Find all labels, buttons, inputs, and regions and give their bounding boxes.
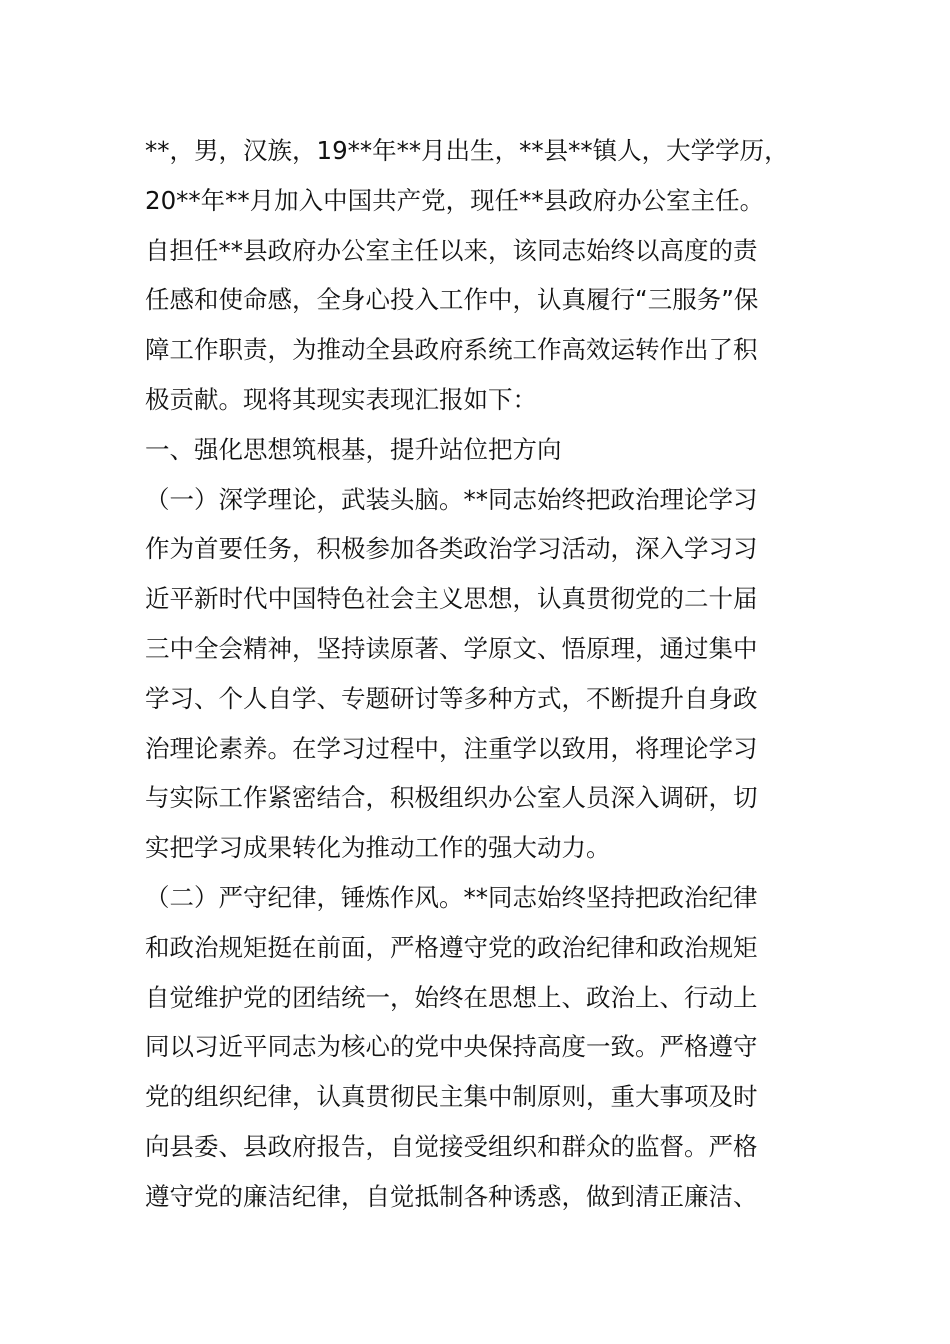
subsection-1-line-6: 治理论素养。在学习过程中，注重学以致用，将理论学习 [145,733,758,763]
subsection-2-line-5: 党的组织纪律，认真贯彻民主集中制原则，重大事项及时 [145,1082,758,1112]
intro-line-6: 极贡献。现将其现实表现汇报如下： [145,384,537,414]
subsection-1-line-1: （一）深学理论，武装头脑。**同志始终把政治理论学习 [145,484,758,514]
subsection-2-line-2: 和政治规矩挺在前面，严格遵守党的政治纪律和政治规矩 [145,932,758,962]
intro-line-1: **，男，汉族，19**年**月出生，**县**镇人，大学学历， [145,136,789,165]
intro-line-2: 20**年**月加入中国共产党，现任**县政府办公室主任。 [145,185,765,215]
subsection-2-line-3: 自觉维护党的团结统一，始终在思想上、政治上、行动上 [145,982,758,1012]
subsection-1-line-5: 学习、个人自学、专题研讨等多种方式，不断提升自身政 [145,683,758,713]
subsection-2-line-1: （二）严守纪律，锤炼作风。**同志始终坚持把政治纪律 [145,882,758,912]
subsection-1-line-2: 作为首要任务，积极参加各类政治学习活动，深入学习习 [145,534,758,564]
subsection-1-line-8: 实把学习成果转化为推动工作的强大动力。 [145,833,611,863]
intro-line-3: 自担任**县政府办公室主任以来，该同志始终以高度的责 [145,235,758,265]
subsection-1-line-3: 近平新时代中国特色社会主义思想，认真贯彻党的二十届 [145,584,758,614]
subsection-1-line-4: 三中全会精神，坚持读原著、学原文、悟原理，通过集中 [145,633,758,663]
subsection-2-line-7: 遵守党的廉洁纪律，自觉抵制各种诱惑，做到清正廉洁、 [145,1181,758,1211]
intro-line-4: 任感和使命感，全身心投入工作中，认真履行“三服务”保 [145,285,759,315]
subsection-2-line-6: 向县委、县政府报告，自觉接受组织和群众的监督。严格 [145,1131,758,1161]
subsection-1-line-7: 与实际工作紧密结合，积极组织办公室人员深入调研，切 [145,783,758,813]
intro-line-5: 障工作职责，为推动全县政府系统工作高效运转作出了积 [145,335,758,365]
section-heading-1: 一、强化思想筑根基，提升站位把方向 [145,434,562,464]
document-body [145,126,815,1222]
subsection-2-line-4: 同以习近平同志为核心的党中央保持高度一致。严格遵守 [145,1032,758,1062]
